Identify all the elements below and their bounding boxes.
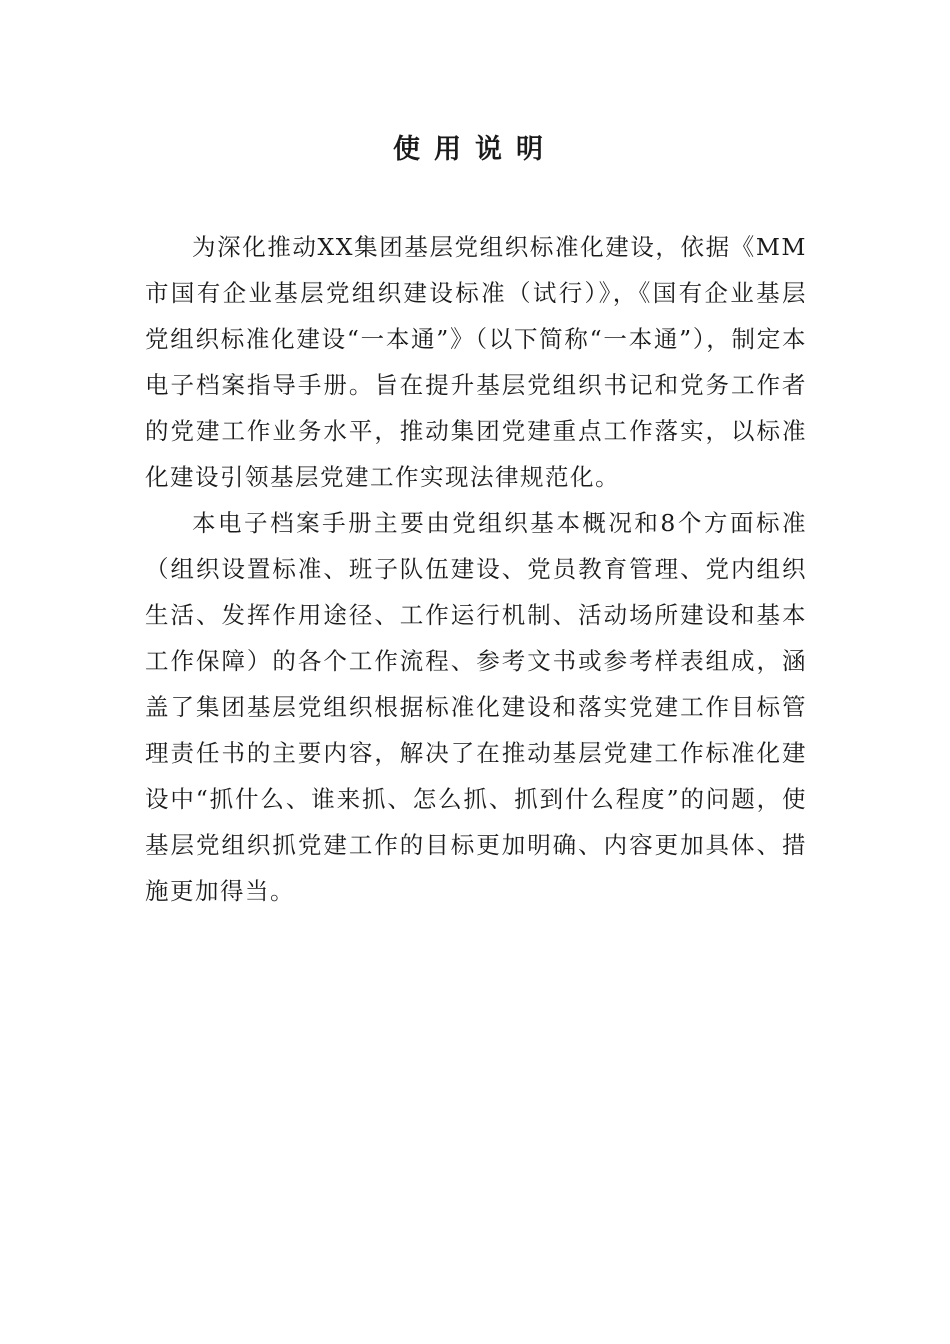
document-title: 使用说明 [393, 134, 557, 165]
document-body [145, 224, 807, 914]
paragraph-1: 为深化推动XX集团基层党组织标准化建设，依据《MM市国有企业基层党组织建设标准（试行）》，《国有企业基层党组织标准化建设“一本通”》（以下简称“一本通”），制定本电子档案指导手册。旨在提升基层党组织书记和党务工作者的党建工作业务水平，推动集团党建重点工作落实，以标准化建设引领基层党建工作实现法律规范化。 [145, 233, 807, 491]
paragraph-2: 本电子档案手册主要由党组织基本概况和8个方面标准（组织设置标准、班子队伍建设、党员教育管理、党内组织生活、发挥作用途径、工作运行机制、活动场所建设和基本工作保障）的各个工作流程、参考文书或参考样表组成，涵盖了集团基层党组织根据标准化建设和落实党建工作目标管理责任书的主要内容，解决了在推动基层党建工作标准化建设中“抓什么、谁来抓、怎么抓、抓到什么程度”的问题，使基层党组织抓党建工作的目标更加明确、内容更加具体、措施更加得当。 [145, 509, 807, 905]
